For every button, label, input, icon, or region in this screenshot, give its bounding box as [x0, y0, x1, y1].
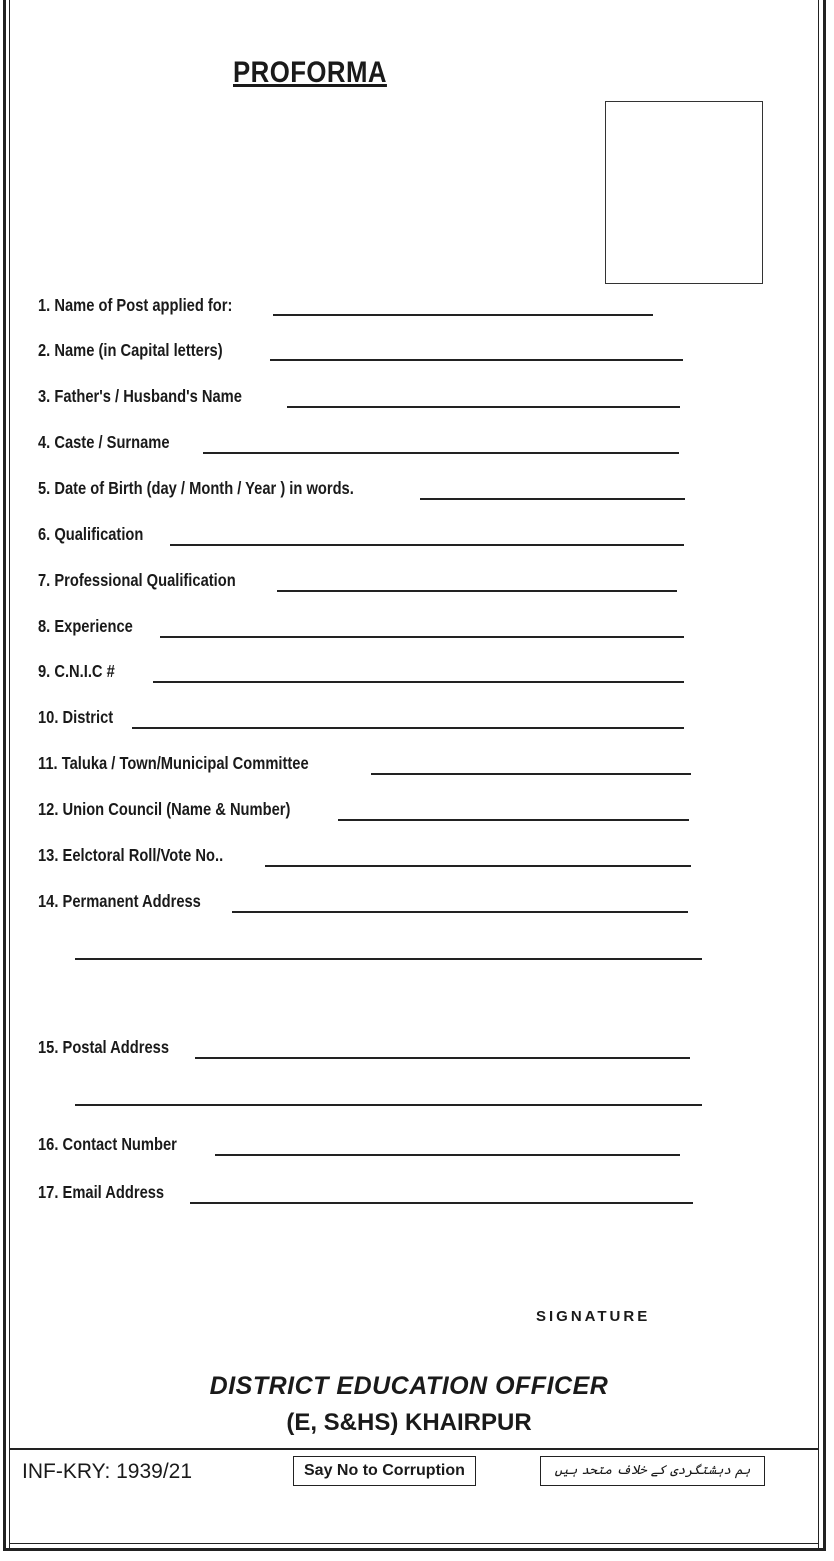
- signature-label: SIGNATURE: [536, 1308, 651, 1325]
- field-line[interactable]: [160, 636, 684, 638]
- field-label: 2. Name (in Capital letters): [38, 340, 223, 360]
- page-border-right-inner: [818, 0, 819, 1551]
- issuer-title: DISTRICT EDUCATION OFFICER: [209, 1372, 609, 1400]
- field-label: 17. Email Address: [38, 1182, 165, 1202]
- field-line[interactable]: [338, 819, 689, 821]
- field-line[interactable]: [75, 958, 702, 960]
- page-border-bottom: [3, 1548, 826, 1551]
- field-line[interactable]: [153, 681, 684, 683]
- anti-corruption-box: Say No to Corruption: [293, 1456, 476, 1486]
- field-label: 15. Postal Address: [38, 1037, 170, 1057]
- field-label: 9. C.N.I.C #: [38, 661, 115, 681]
- field-label: 4. Caste / Surname: [38, 432, 170, 452]
- field-line[interactable]: [215, 1154, 680, 1156]
- field-line[interactable]: [195, 1057, 690, 1059]
- field-line[interactable]: [371, 773, 691, 775]
- urdu-slogan-box: ہم دہشتگردی کے خلاف متحد ہیں: [540, 1456, 765, 1486]
- field-label: 13. Eelctoral Roll/Vote No..: [38, 845, 224, 865]
- field-line[interactable]: [170, 544, 684, 546]
- field-line[interactable]: [75, 1104, 702, 1106]
- field-line[interactable]: [277, 590, 677, 592]
- field-line[interactable]: [265, 865, 691, 867]
- field-line[interactable]: [232, 911, 688, 913]
- field-line[interactable]: [132, 727, 684, 729]
- field-label: 12. Union Council (Name & Number): [38, 799, 291, 819]
- page-border-right: [823, 0, 826, 1551]
- field-line[interactable]: [287, 406, 680, 408]
- field-label: 5. Date of Birth (day / Month / Year ) in words.: [38, 478, 354, 498]
- field-label: 8. Experience: [38, 616, 133, 636]
- field-label: 14. Permanent Address: [38, 891, 201, 911]
- field-label: 6. Qualification: [38, 524, 144, 544]
- field-line[interactable]: [270, 359, 683, 361]
- field-line[interactable]: [273, 314, 653, 316]
- field-label: 3. Father's / Husband's Name: [38, 386, 242, 406]
- field-line[interactable]: [420, 498, 685, 500]
- issuer-office: (E, S&HS) KHAIRPUR: [286, 1409, 532, 1436]
- field-label: 11. Taluka / Town/Municipal Committee: [38, 753, 309, 773]
- page-border-bottom-inner: [9, 1543, 819, 1544]
- field-label: 16. Contact Number: [38, 1134, 177, 1154]
- page-title: PROFORMA: [233, 56, 387, 89]
- page-border-left-inner: [9, 0, 10, 1551]
- page-border-left: [3, 0, 6, 1551]
- photo-placeholder: [605, 101, 763, 284]
- field-line[interactable]: [190, 1202, 693, 1204]
- reference-number: INF-KRY: 1939/21: [22, 1460, 193, 1483]
- field-line[interactable]: [203, 452, 679, 454]
- field-label: 10. District: [38, 707, 114, 727]
- footer-divider: [10, 1448, 818, 1450]
- field-label: 7. Professional Qualification: [38, 570, 236, 590]
- field-label: 1. Name of Post applied for:: [38, 295, 233, 315]
